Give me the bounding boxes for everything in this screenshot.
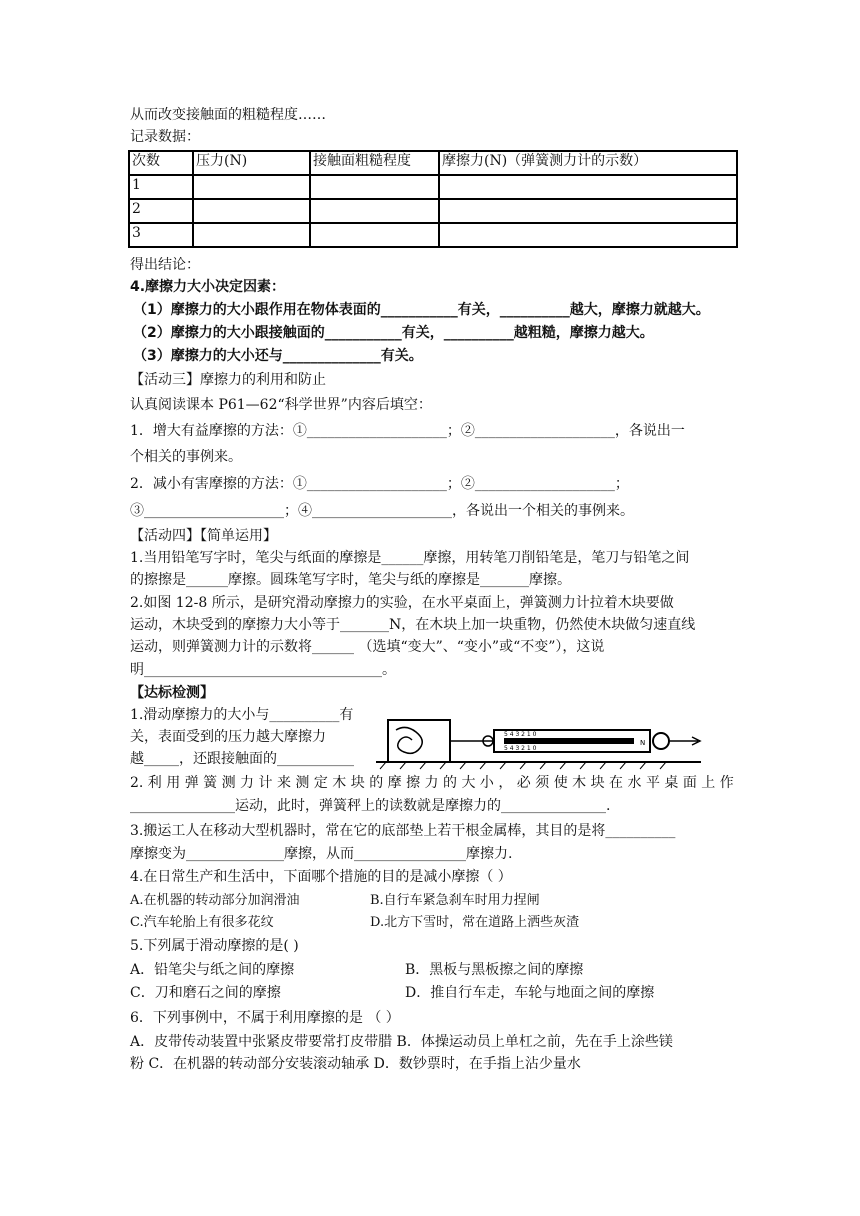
table-header: 接触面粗糙程度 xyxy=(310,151,439,175)
activity4-title: 【活动四】【简单运用】 xyxy=(130,528,277,544)
table-row xyxy=(129,199,737,223)
test-q6-options-line2: 粉 C．在机器的转动部分安装滚动轴承 D．数钞票时，在手指上沾少量水 xyxy=(130,1056,581,1072)
scale-numbers-top: 5 4 3 2 1 0 xyxy=(504,731,537,738)
spring-scale-figure xyxy=(376,716,706,770)
table-header: 摩擦力(N)（弹簧测力计的示数） xyxy=(439,151,737,175)
table-cell: 1 xyxy=(129,175,193,199)
table-cell[interactable] xyxy=(439,223,737,247)
table-cell: 2 xyxy=(129,199,193,223)
table-row xyxy=(129,175,737,199)
pull-ring xyxy=(653,733,669,749)
table-row xyxy=(129,223,737,247)
table-header: 次数 xyxy=(129,151,193,175)
table-header: 压力(N) xyxy=(193,151,310,175)
intro-line-1: 从而改变接触面的粗糙程度…… xyxy=(130,107,326,123)
activity3-q2-line1: 2．减小有害摩擦的方法：①____________________；②____________________； xyxy=(130,476,629,492)
table-hatching xyxy=(380,762,666,769)
factor-3: （3）摩擦力的大小还与______________有关。 xyxy=(133,348,423,364)
record-table xyxy=(128,150,738,248)
table-cell[interactable] xyxy=(310,175,439,199)
activity4-p2-line1: 2.如图 12-8 所示，是研究滑动摩擦力的实验，在水平桌面上，弹簧测力计拉着木块要做 xyxy=(130,595,674,611)
test-q6: 6．下列事例中，不属于利用摩擦的是 （ ） xyxy=(130,1010,400,1026)
test-q4: 4.在日常生产和生活中，下面哪个措施的目的是减小摩擦（ ） xyxy=(130,869,512,885)
test-q5-option-a: A．铅笔尖与纸之间的摩擦 xyxy=(130,962,295,978)
activity4-p1-line1: 1.当用铅笔写字时，笔尖与纸面的摩擦是______摩擦，用转笔刀削铅笔是，笔刀与铅笔之间 xyxy=(130,550,690,566)
table-cell[interactable] xyxy=(310,223,439,247)
activity4-p2-line3: 运动，则弹簧测力计的示数将______ （选填“变大”、“变小”或“不变”），这说 xyxy=(130,639,605,655)
table-cell[interactable] xyxy=(193,223,310,247)
test-q1-line3: 越_____，还跟接触面的___________ xyxy=(130,751,354,767)
activity4-p2-line4: 明__________________________________。 xyxy=(130,662,396,678)
scale-spring xyxy=(504,738,634,744)
wood-block xyxy=(388,720,450,762)
test-q3-line1: 3.搬运工人在移动大型机器时，常在它的底部垫上若干根金属棒，其目的是将__________ xyxy=(130,823,676,839)
table-cell[interactable] xyxy=(193,199,310,223)
test-q4-option-d: D.北方下雪时，常在道路上洒些灰渣 xyxy=(370,915,580,930)
activity3-q1-line1: 1．增大有益摩擦的方法：①____________________；②____________________，各说出一 xyxy=(130,423,685,439)
table-cell[interactable] xyxy=(439,175,737,199)
table-cell: 3 xyxy=(129,223,193,247)
table-cell[interactable] xyxy=(439,199,737,223)
intro-line-2: 记录数据： xyxy=(130,129,200,145)
factor-2: （2）摩擦力的大小跟接触面的___________有关，__________越粗糙，摩擦力越大。 xyxy=(133,325,654,341)
scale-unit: N xyxy=(640,739,646,747)
test-q5-option-d: D．推自行车走，车轮与地面之间的摩擦 xyxy=(405,985,655,1001)
test-q6-options-line1: A．皮带传动装置中张紧皮带要常打皮带腊 B．体操运动员上单杠之前，先在手上涂些镁 xyxy=(130,1034,673,1050)
table-header-row xyxy=(129,151,737,175)
activity3-title: 【活动三】摩擦力的利用和防止 xyxy=(130,372,326,388)
test-q5: 5.下列属于滑动摩擦的是( ) xyxy=(130,938,299,954)
test-q1-line1: 1.滑动摩擦力的大小与__________有 xyxy=(130,707,354,723)
test-q5-option-b: B．黑板与黑板擦之间的摩擦 xyxy=(405,962,584,978)
activity3-intro: 认真阅读课本 P61—62“科学世界”内容后填空： xyxy=(130,397,432,413)
test-q4-option-a: A.在机器的转动部分加润滑油 xyxy=(130,893,300,908)
factors-title: 4.摩擦力大小决定因素： xyxy=(130,279,286,295)
activity4-p1-line2: 的擦擦是______摩擦。圆珠笔写字时，笔尖与纸的摩擦是_______摩擦。 xyxy=(130,572,571,588)
scale-numbers-bottom: 5 4 3 2 1 0 xyxy=(504,745,537,752)
test-q5-option-c: C．刀和磨石之间的摩擦 xyxy=(130,985,281,1001)
test-q3-line2: 摩擦变为______________摩擦，从而________________摩擦力. xyxy=(130,846,513,862)
table-cell[interactable] xyxy=(193,175,310,199)
activity3-q2-line2: ③____________________；④____________________，各说出一个相关的事例来。 xyxy=(130,503,634,519)
table-cell[interactable] xyxy=(310,199,439,223)
activity3-q1-line2: 个相关的事例来。 xyxy=(130,449,242,465)
test-q2-line1: 2. 利 用 弹 簧 测 力 计 来 测 定 木 块 的 摩 擦 力 的 大 小 ， 必 须 使 木 块 在 水 平 桌 面 上 作 xyxy=(130,775,734,791)
factor-1: （1）摩擦力的大小跟作用在物体表面的___________有关，__________越大，摩擦力就越大。 xyxy=(133,302,710,318)
test-title: 【达标检测】 xyxy=(130,685,214,701)
test-q4-option-c: C.汽车轮胎上有很多花纹 xyxy=(130,915,274,930)
test-q1-line2: 关，表面受到的压力越大摩擦力 xyxy=(130,729,326,745)
conclusion-label: 得出结论： xyxy=(130,257,200,273)
activity4-p2-line2: 运动，木块受到的摩擦力大小等于_______N，在木块上加一块重物，仍然使木块做匀速直线 xyxy=(130,617,696,633)
test-q4-option-b: B.自行车紧急刹车时用力捏闸 xyxy=(370,893,540,908)
test-q2-line2: _______________运动，此时，弹簧秤上的读数就是摩擦力的_______________. xyxy=(130,798,611,814)
